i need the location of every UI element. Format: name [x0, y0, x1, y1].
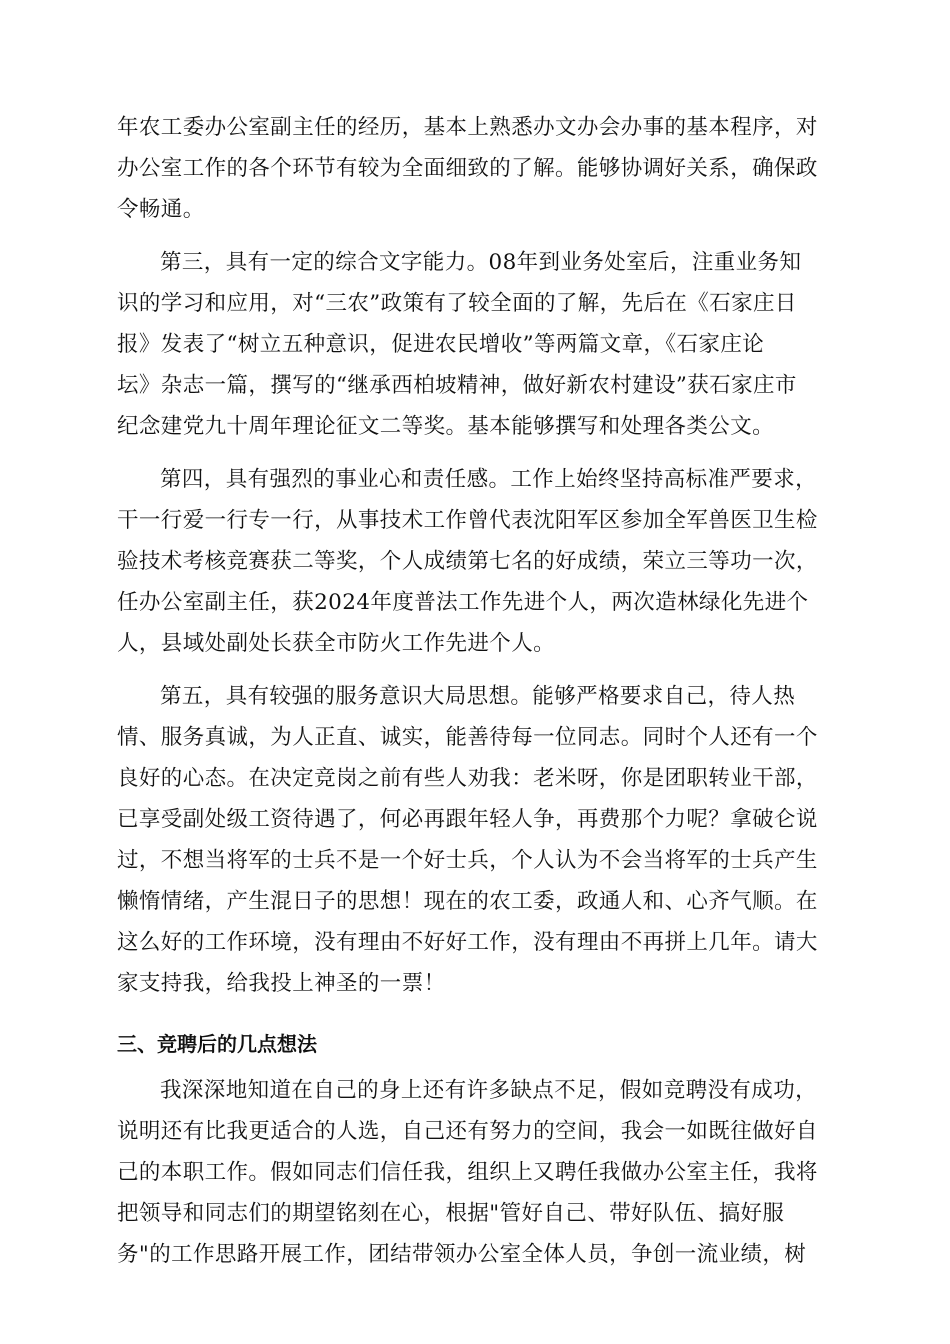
- text-line: 己的本职工作。假如同志们信任我，组织上又聘任我做办公室主任，我将: [117, 1160, 818, 1185]
- text-line: 懒惰情绪，产生混日子的思想！现在的农工委，政通人和、心齐气顺。在: [117, 889, 818, 914]
- text-line: 情、服务真诚，为人正直、诚实，能善待每一位同志。同时个人还有一个: [117, 725, 818, 750]
- text-line: 报》发表了“树立五种意识，促进农民增收”等两篇文章，《石家庄论: [117, 332, 765, 357]
- text-line: 务"的工作思路开展工作，团结带领办公室全体人员，争创一流业绩，树: [117, 1242, 807, 1267]
- text-line: 家支持我，给我投上神圣的一票！: [117, 971, 446, 996]
- text-line: 办公室工作的各个环节有较为全面细致的了解。能够协调好关系，确保政: [117, 156, 818, 181]
- paragraph-first-line: 第三，具有一定的综合文字能力。08年到业务处室后，注重业务知: [160, 250, 802, 275]
- text-line: 人，县域处副处长获全市防火工作先进个人。: [117, 631, 556, 656]
- text-line: 年农工委办公室副主任的经历，基本上熟悉办文办会办事的基本程序，对: [117, 115, 818, 140]
- text-line: 过，不想当将军的士兵不是一个好士兵，个人认为不会当将军的士兵产生: [117, 848, 818, 873]
- section-heading: 三、竞聘后的几点想法: [117, 1032, 317, 1056]
- paragraph-first-line: 第五，具有较强的服务意识大局思想。能够严格要求自己，待人热: [160, 684, 796, 709]
- text-line: 任办公室副主任，获2024年度普法工作先进个人，两次造林绿化先进个: [117, 590, 809, 615]
- paragraph-first-line: 我深深地知道在自己的身上还有许多缺点不足，假如竞聘没有成功，: [160, 1078, 818, 1103]
- text-line: 良好的心态。在决定竞岗之前有些人劝我：老米呀，你是团职转业干部，: [117, 766, 818, 791]
- text-line: 令畅通。: [117, 197, 205, 222]
- text-line: 干一行爱一行专一行，从事技术工作曾代表沈阳军区参加全军兽医卫生检: [117, 508, 818, 533]
- text-line: 验技术考核竞赛获二等奖，个人成绩第七名的好成绩，荣立三等功一次，: [117, 549, 818, 574]
- text-line: 已享受副处级工资待遇了，何必再跟年轻人争，再费那个力呢？拿破仑说: [117, 807, 818, 832]
- text-line: 纪念建党九十周年理论征文二等奖。基本能够撰写和处理各类公文。: [117, 414, 775, 439]
- paragraph-first-line: 第四，具有强烈的事业心和责任感。工作上始终坚持高标准严要求，: [160, 467, 818, 492]
- text-line: 这么好的工作环境，没有理由不好好工作，没有理由不再拼上几年。请大: [117, 930, 818, 955]
- text-line: 说明还有比我更适合的人选，自己还有努力的空间，我会一如既往做好自: [117, 1119, 818, 1144]
- text-line: 坛》杂志一篇，撰写的“继承西柏坡精神，做好新农村建设”获石家庄市: [117, 373, 797, 398]
- text-line: 把领导和同志们的期望铭刻在心，根据"管好自己、带好队伍、搞好服: [117, 1201, 785, 1226]
- text-line: 识的学习和应用，对“三农”政策有了较全面的了解，先后在《石家庄日: [117, 291, 797, 316]
